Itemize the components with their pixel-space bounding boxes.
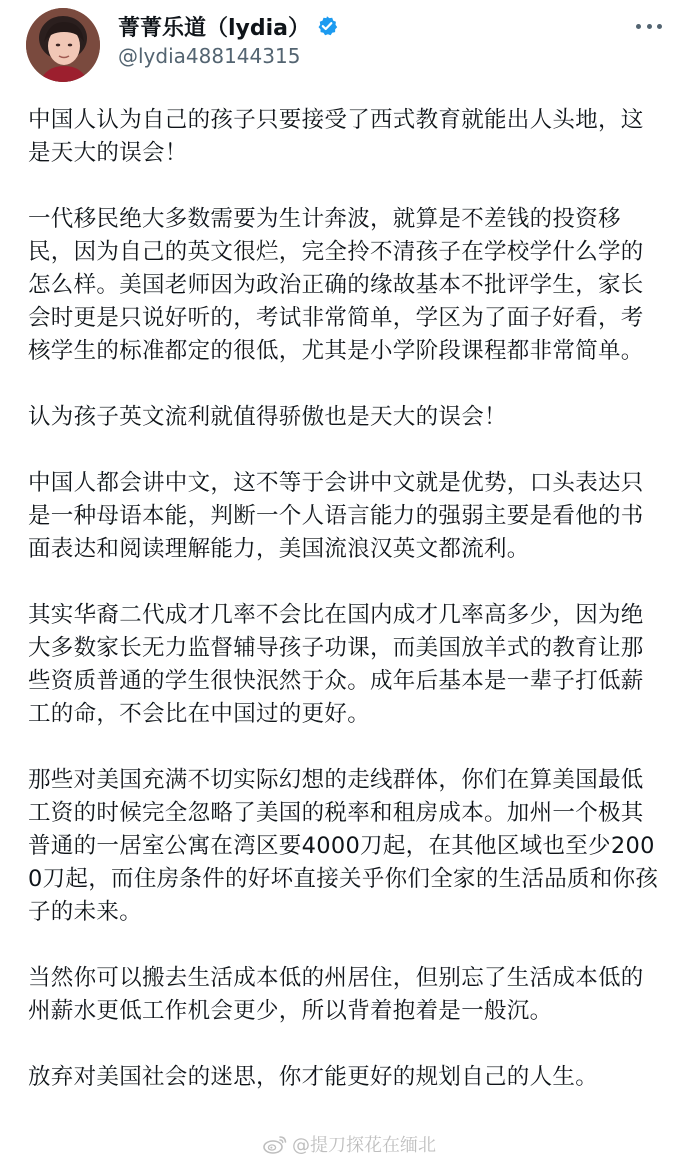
author-display-name[interactable]: 菁菁乐道（lydia） <box>118 15 311 41</box>
post-paragraph: 中国人认为自己的孩子只要接受了西式教育就能出人头地，这是天大的误会！ <box>28 107 644 166</box>
more-dot-icon <box>636 24 641 29</box>
post-paragraph: 放弃对美国社会的迷思，你才能更好的规划自己的人生。 <box>28 1064 599 1090</box>
author-handle[interactable]: @lydia488144315 <box>118 44 301 68</box>
verified-badge-icon <box>316 15 338 37</box>
post-paragraph: 当然你可以搬去生活成本低的州居住，但别忘了生活成本低的州薪水更低工作机会更少，所以背着抱着是一般沉。 <box>28 965 644 1024</box>
watermark <box>262 1131 436 1157</box>
post-paragraph: 其实华裔二代成才几率不会比在国内成才几率高多少，因为绝大多数家长无力监督辅导孩子功课，而美国放羊式的教育让那些资质普通的学生很快泯然于众。成年后基本是一辈子打低薪工的命，不会比在中国过的更好。 <box>28 602 644 727</box>
post-header <box>0 0 690 100</box>
more-dot-icon <box>657 24 662 29</box>
post-paragraph: 一代移民绝大多数需要为生计奔波，就算是不差钱的投资移民，因为自己的英文很烂，完全拎不清孩子在学校学什么学的怎么样。美国老师因为政治正确的缘故基本不批评学生，家长会时更是只说好听的，考试非常简单，学区为了面子好看，考核学生的标准都定的很低，尤其是小学阶段课程都非常简单。 <box>28 206 644 364</box>
author-name-row <box>118 12 338 40</box>
post-paragraph: 那些对美国充满不切实际幻想的走线群体，你们在算美国最低工资的时候完全忽略了美国的税率和租房成本。加州一个极其普通的一居室公寓在湾区要4000刀起，在其他区域也至少2000刀起，而住房条件的好坏直接关乎你们全家的生活品质和你孩子的未来。 <box>28 767 659 925</box>
post-paragraph: 中国人都会讲中文，这不等于会讲中文就是优势，口头表达只是一种母语本能，判断一个人语言能力的强弱主要是看他的书面表达和阅读理解能力，美国流浪汉英文都流利。 <box>28 470 644 562</box>
more-options-icon[interactable] <box>636 16 662 36</box>
post-body <box>28 104 662 1127</box>
weibo-logo-icon <box>262 1134 288 1154</box>
post-paragraph: 认为孩子英文流利就值得骄傲也是天大的误会！ <box>28 404 507 430</box>
more-dot-icon <box>647 24 652 29</box>
avatar[interactable] <box>26 8 100 82</box>
user-avatar-photo <box>26 8 100 82</box>
watermark-text: @提刀探花在缅北 <box>292 1135 436 1156</box>
